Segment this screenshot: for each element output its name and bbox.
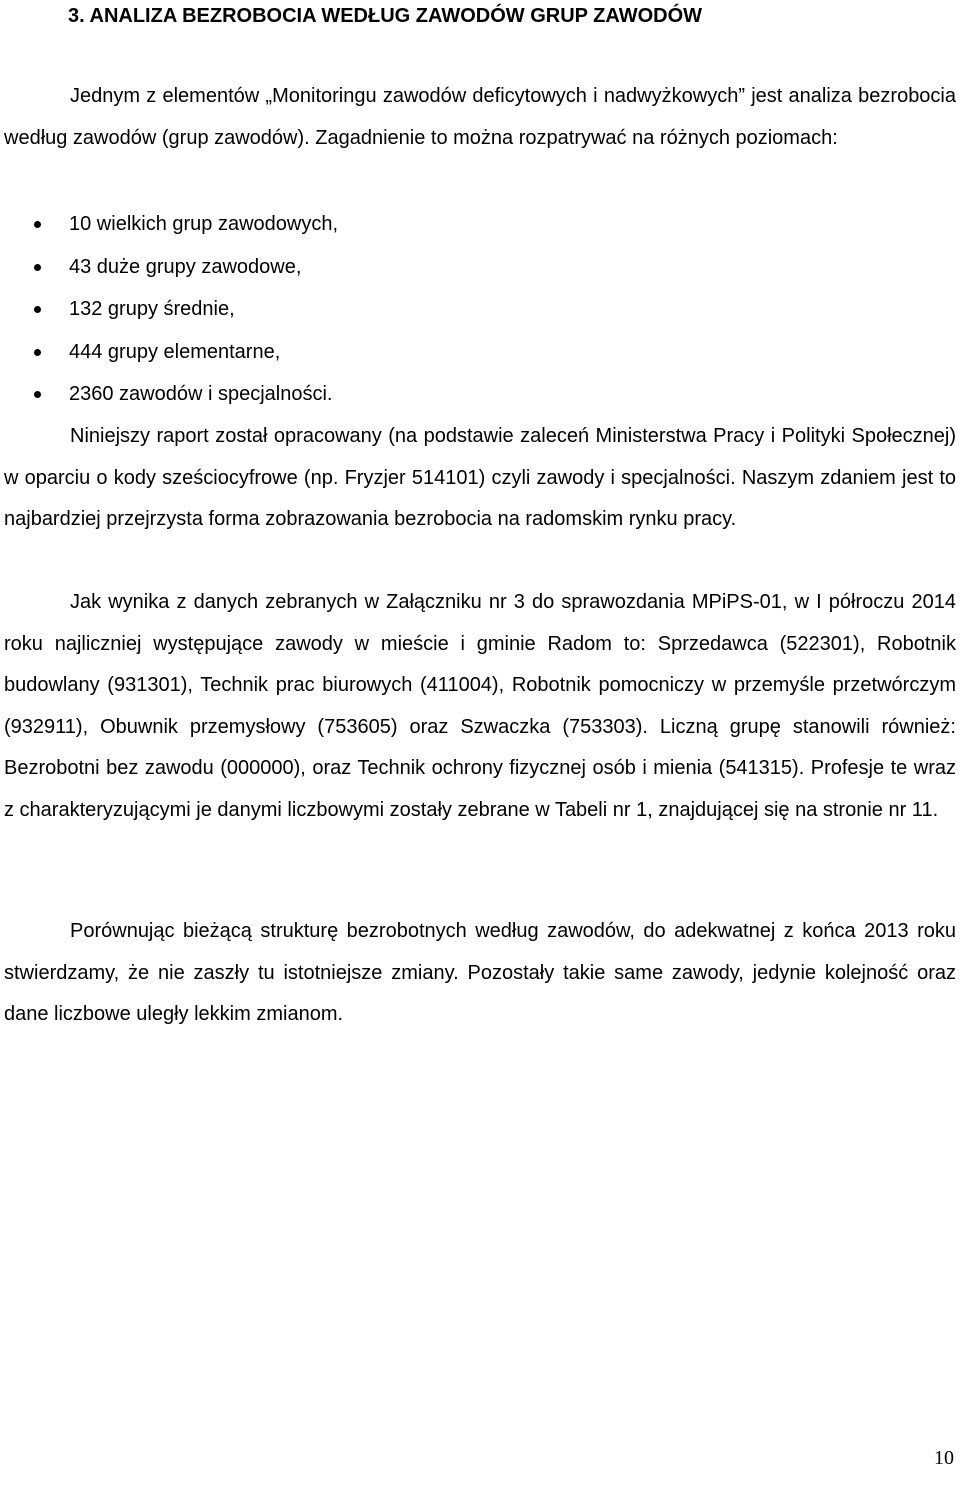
- page-number: 10: [934, 1447, 954, 1469]
- list-item-text: 444 grupy elementarne,: [69, 340, 281, 363]
- comparison-paragraph: Porównując bieżącą strukturę bezrobotnych według zawodów, do adekwatnej z końca 2013 roku stwierdzamy, że nie zaszły tu istotniejsze zmiany. Pozostały takie same zawody, jedynie kolejność oraz dane liczbowe uległy lekkim zmianom.: [4, 920, 956, 1025]
- bullet-icon: [34, 306, 41, 313]
- list-item: [0, 373, 960, 416]
- list-item-text: 10 wielkich grup zawodowych,: [69, 213, 339, 235]
- bullet-icon: [34, 264, 41, 271]
- list-item-text: 2360 zawodów i specjalności.: [69, 383, 333, 405]
- findings-paragraph: Jak wynika z danych zebranych w Załączniku nr 3 do sprawozdania MPiPS-01, w I półroczu 2014 roku najliczniej występujące zawody w mieście i gminie Radom to: Sprzedawca (522301), Robotnik budowlany (931301), Technik prac biurowych (411004), Robotnik pomocniczy w przemyśle przetwórczym (932911), Obuwnik przemysłowy (753605) oraz Szwaczka (753303). Liczną grupę stanowili również: Bezrobotni bez zawodu (000000), oraz Technik ochrony fizycznej osób i mienia (541315). Profesje te wraz z charakteryzującymi je danymi liczbowymi zostały zebrane w Tabeli nr 1, znajdującej się na stronie nr 11.: [4, 591, 956, 821]
- list-item-text: 132 grupy średnie,: [69, 298, 235, 320]
- list-item: [0, 331, 960, 374]
- list-item: [0, 246, 960, 289]
- list-item: [0, 288, 960, 331]
- method-paragraph: Niniejszy raport został opracowany (na podstawie zaleceń Ministerstwa Pracy i Polityki Społecznej) w oparciu o kody sześciocyfrowe (np. Fryzjer 514101) czyli zawody i specjalności. Naszym zdaniem jest to najbardziej przejrzysta forma zobrazowania bezrobocia na radomskim rynku pracy.: [4, 425, 956, 530]
- levels-list: [0, 203, 960, 416]
- intro-paragraph: Jednym z elementów „Monitoringu zawodów deficytowych i nadwyżkowych” jest analiza bezrobocia według zawodów (grup zawodów). Zagadnienie to można rozpatrywać na różnych poziomach:: [4, 85, 956, 149]
- bullet-icon: [34, 349, 41, 356]
- bullet-icon: [34, 391, 41, 398]
- list-item-text: 43 duże grupy zawodowe,: [69, 255, 302, 278]
- list-item: [0, 203, 960, 246]
- section-heading: 3. ANALIZA BEZROBOCIA WEDŁUG ZAWODÓW GRUP ZAWODÓW: [68, 5, 703, 27]
- bullet-icon: [34, 221, 41, 228]
